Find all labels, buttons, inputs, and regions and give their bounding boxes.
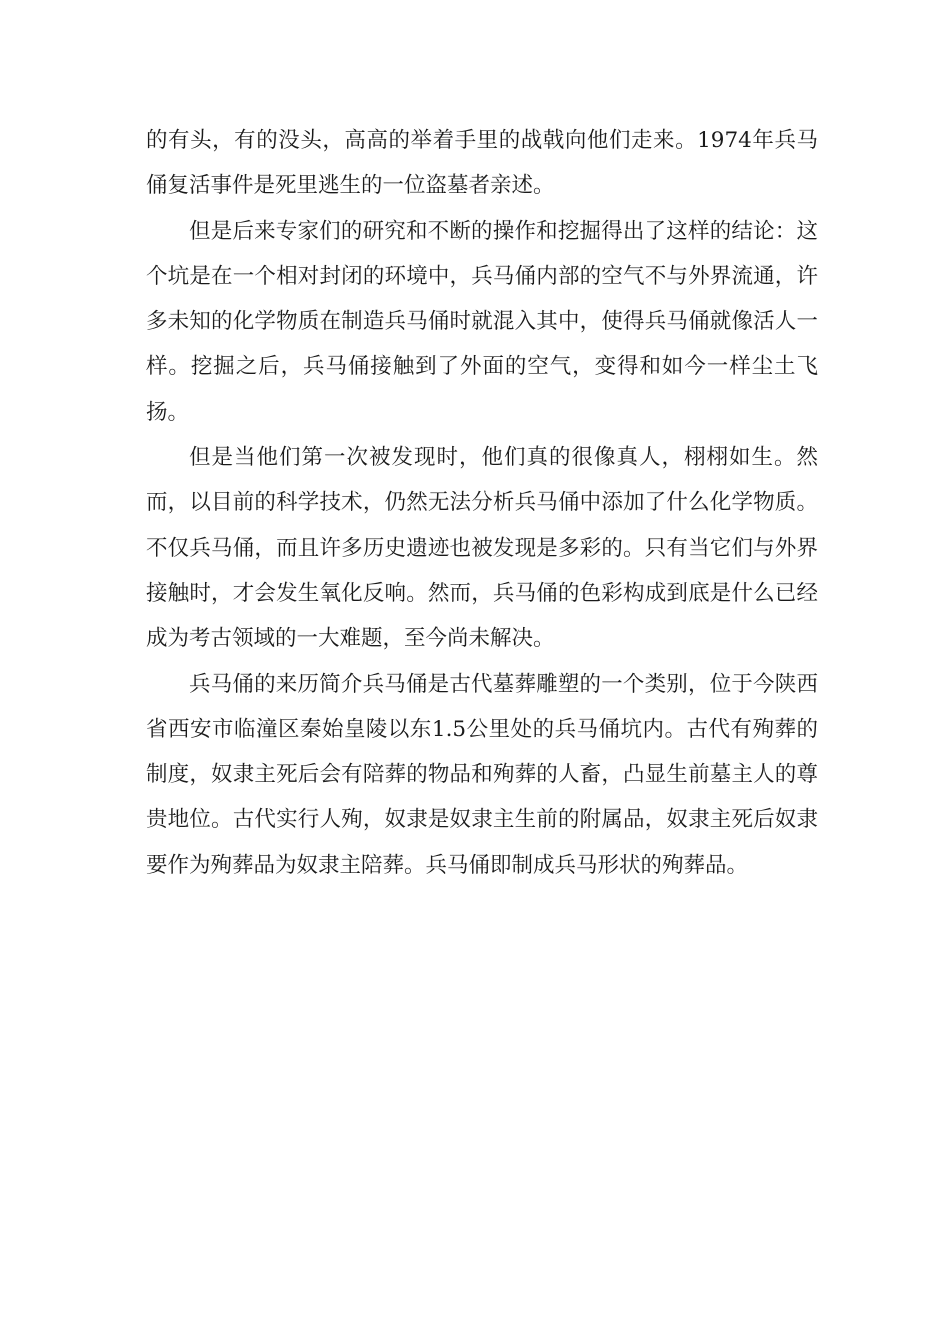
paragraph-discovery: 但是当他们第一次被发现时，他们真的很像真人，栩栩如生。然而，以目前的科学技术，仍然无法分析兵马俑中添加了什么化学物质。不仅兵马俑，而且许多历史遗迹也被发现是多彩的。只有当它们与外界接触时，才会发生氧化反响。然而，兵马俑的色彩构成到底是什么已经成为考古领域的一大难题，至今尚未解决。 bbox=[146, 445, 818, 652]
paragraph-conclusion: 但是后来专家们的研究和不断的操作和挖掘得出了这样的结论：这个坑是在一个相对封闭的环境中，兵马俑内部的空气不与外界流通，许多未知的化学物质在制造兵马俑时就混入其中，使得兵马俑就像活人一样。挖掘之后，兵马俑接触到了外面的空气，变得和如今一样尘土飞扬。 bbox=[146, 218, 818, 425]
document-body bbox=[146, 118, 818, 888]
paragraph-history: 兵马俑的来历简介兵马俑是古代墓葬雕塑的一个类别，位于今陕西省西安市临潼区秦始皇陵以东1.5公里处的兵马俑坑内。古代有殉葬的制度，奴隶主死后会有陪葬的物品和殉葬的人畜，凸显生前墓主人的尊贵地位。古代实行人殉，奴隶是奴隶主生前的附属品，奴隶主死后奴隶要作为殉葬品为奴隶主陪葬。兵马俑即制成兵马形状的殉葬品。 bbox=[146, 671, 818, 878]
paragraph-continuation: 的有头，有的没头，高高的举着手里的战戟向他们走来。1974年兵马俑复活事件是死里逃生的一位盗墓者亲述。 bbox=[146, 128, 818, 199]
